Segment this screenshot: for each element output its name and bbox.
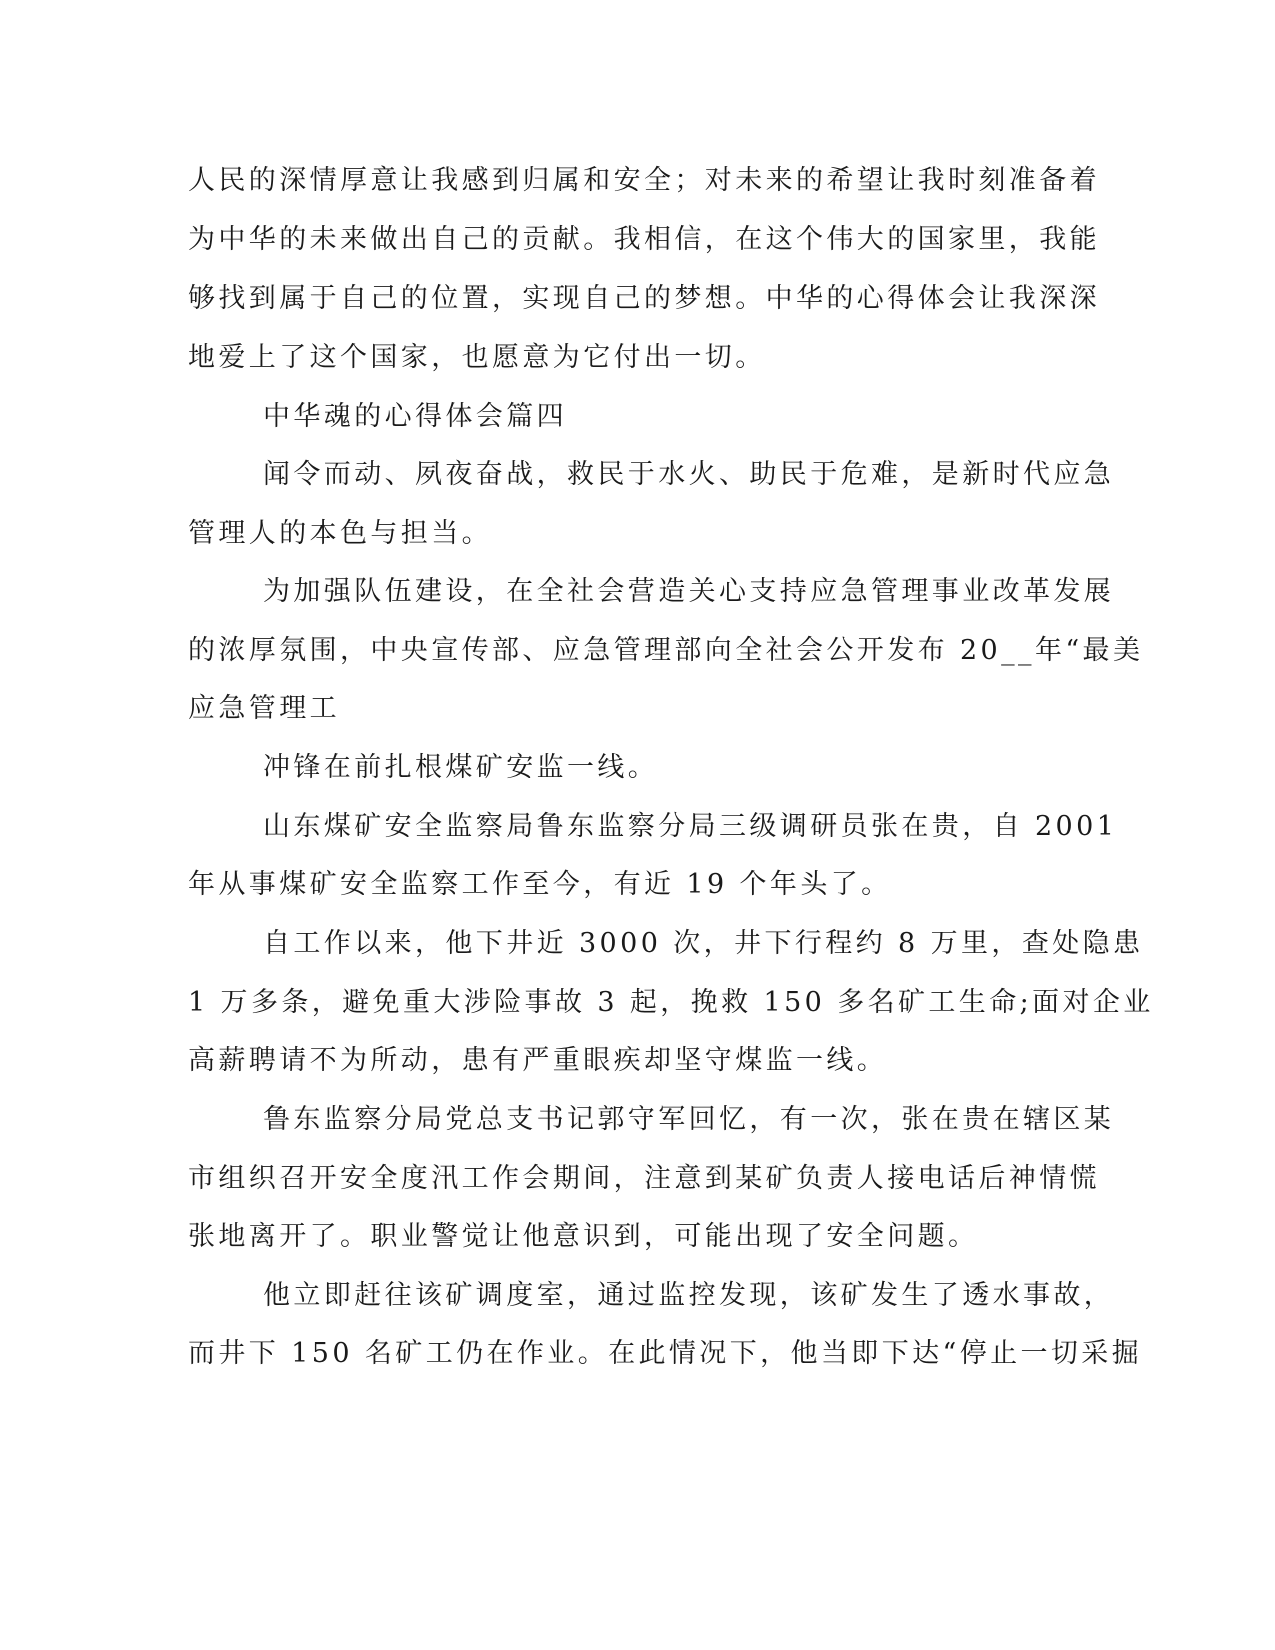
- paragraph-line: 张地离开了。职业警觉让他意识到，可能出现了安全问题。: [188, 1221, 979, 1252]
- paragraph-line: 为中华的未来做出自己的贡献。我相信，在这个伟大的国家里，我能: [188, 224, 1100, 255]
- paragraph-line: 他立即赶往该矿调度室，通过监控发现，该矿发生了透水事故，: [263, 1280, 1115, 1311]
- paragraph-line: 山东煤矿安全监察局鲁东监察分局三级调研员张在贵，自 2001: [263, 811, 1118, 842]
- paragraph-line: 应急管理工: [188, 693, 340, 724]
- paragraph-line: 冲锋在前扎根煤矿安监一线。: [263, 752, 659, 783]
- paragraph-line: 1 万多条，避免重大涉险事故 3 起，挽救 150 多名矿工生命;面对企业: [188, 987, 1154, 1018]
- section-heading: 中华魂的心得体会篇四: [263, 401, 567, 432]
- paragraph-line: 管理人的本色与担当。: [188, 518, 492, 549]
- paragraph-line: 为加强队伍建设，在全社会营造关心支持应急管理事业改革发展: [263, 576, 1115, 607]
- paragraph-line: 高薪聘请不为所动，患有严重眼疾却坚守煤监一线。: [188, 1045, 888, 1076]
- paragraph-line: 自工作以来，他下井近 3000 次，井下行程约 8 万里，查处隐患: [263, 928, 1144, 959]
- paragraph-line: 鲁东监察分局党总支书记郭守军回忆，有一次，张在贵在辖区某: [263, 1104, 1115, 1135]
- paragraph-line: 闻令而动、夙夜奋战，救民于水火、助民于危难，是新时代应急: [263, 459, 1115, 490]
- paragraph-line: 而井下 150 名矿工仍在作业。在此情况下，他当即下达“停止一切采掘: [188, 1338, 1143, 1369]
- paragraph-line: 年从事煤矿安全监察工作至今，有近 19 个年头了。: [188, 869, 892, 900]
- paragraph-line: 够找到属于自己的位置，实现自己的梦想。中华的心得体会让我深深: [188, 283, 1100, 314]
- paragraph-line: 人民的深情厚意让我感到归属和安全；对未来的希望让我时刻准备着: [188, 165, 1100, 196]
- paragraph-line: 地爱上了这个国家，也愿意为它付出一切。: [188, 342, 766, 373]
- paragraph-line: 的浓厚氛围，中央宣传部、应急管理部向全社会公开发布 20__年“最美: [188, 635, 1144, 666]
- paragraph-line: 市组织召开安全度汛工作会期间，注意到某矿负责人接电话后神情慌: [188, 1163, 1100, 1194]
